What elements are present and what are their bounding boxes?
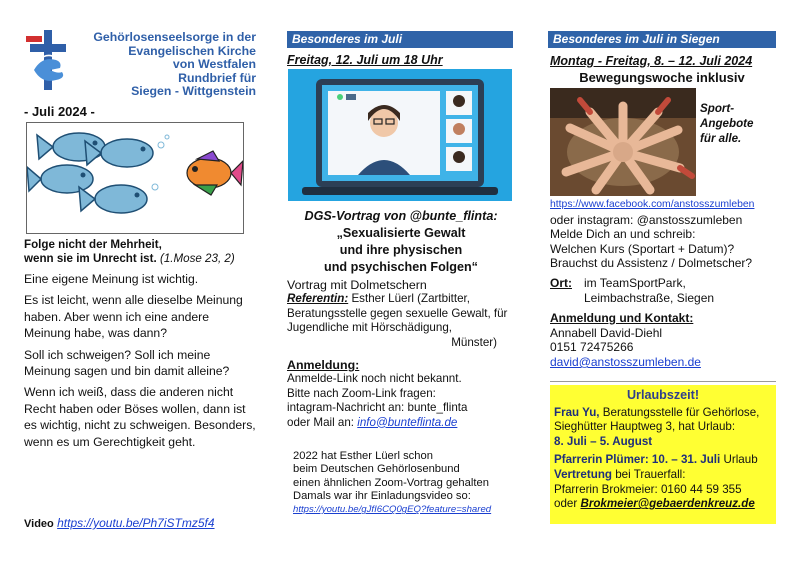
event-details bbox=[550, 196, 776, 370]
location-line: Leimbachstraße, Siegen bbox=[584, 290, 715, 305]
column-two bbox=[285, 0, 517, 566]
vacation-frau-yu bbox=[554, 406, 772, 435]
registration-mail-line bbox=[287, 416, 517, 430]
detail-line: oder instagram: @anstosszumleben bbox=[550, 212, 743, 227]
org-line: Evangelischen Kirche bbox=[128, 43, 256, 58]
talk-title bbox=[287, 208, 515, 276]
detail-line: Welchen Kurs (Sportart + Datum)? bbox=[550, 241, 735, 256]
contact-mail-link[interactable]: david@anstosszumleben.de bbox=[550, 354, 701, 369]
sport-line: Sport- bbox=[700, 102, 735, 115]
detail-line: Melde Dich an und schreib: bbox=[550, 227, 696, 242]
invitation-video-link[interactable]: https://youtu.be/gJfI6CQ0gEQ?feature=shared bbox=[293, 504, 492, 516]
speaker-city: Münster) bbox=[451, 335, 497, 349]
vacation-person: Frau Yu, bbox=[554, 405, 600, 419]
location bbox=[550, 276, 776, 305]
substitute-label: Vertretung bbox=[554, 467, 612, 481]
speaker-info bbox=[287, 292, 517, 335]
facebook-link[interactable]: https://www.facebook.com/anstosszumleben bbox=[550, 199, 755, 210]
vacation-text: Urlaub bbox=[723, 453, 758, 467]
fish-illustration bbox=[26, 122, 244, 234]
contact-phone: 0151 72475266 bbox=[550, 340, 634, 355]
section-header: Besonderes im Juli in Siegen bbox=[548, 31, 776, 48]
vacation-box bbox=[550, 385, 776, 524]
organization-name bbox=[78, 31, 256, 99]
registration-line: intagram-Nachricht an: bunte_flinta bbox=[287, 401, 468, 415]
mail-prefix: oder Mail an: bbox=[287, 415, 355, 429]
note-line: Damals war ihr Einladungsvideo so: bbox=[293, 489, 471, 502]
church-logo-icon bbox=[24, 30, 76, 94]
issue-date: - Juli 2024 - bbox=[24, 104, 95, 119]
reflection-text bbox=[24, 271, 256, 455]
video-label: Video bbox=[24, 518, 54, 530]
history-note bbox=[293, 450, 517, 516]
vacation-text: Beratungsstelle für Gehörlose, Sieghütter Hauptweg 3, hat Urlaub: bbox=[554, 405, 760, 434]
location-line: im TeamSportPark, bbox=[584, 275, 686, 290]
column-three bbox=[548, 0, 776, 566]
substitute-mail-line bbox=[554, 497, 772, 512]
talk-details bbox=[287, 278, 517, 430]
event-date: Montag - Freitag, 8. – 12. Juli 2024 bbox=[550, 54, 753, 68]
registration-line: Bitte nach Zoom-Link fragen: bbox=[287, 386, 436, 400]
location-value bbox=[584, 276, 714, 305]
title-line: und psychischen Folgen“ bbox=[324, 260, 478, 274]
title-line: DGS-Vortrag von @bunte_flinta: bbox=[304, 209, 498, 223]
note-line: 2022 hat Esther Lüerl schon bbox=[293, 450, 433, 462]
hands-circle-photo bbox=[550, 88, 696, 196]
title-line: und ihre physischen bbox=[339, 243, 463, 257]
paragraph: Eine eigene Meinung ist wichtig. bbox=[24, 272, 199, 286]
vacation-dates: 8. Juli – 5. August bbox=[554, 434, 653, 448]
title-line: „Sexualisierte Gewalt bbox=[336, 226, 466, 240]
paragraph: Es ist leicht, wenn alle dieselbe Meinung haben. Aber wenn ich eine andere Meinung habe, was dann? bbox=[24, 293, 243, 341]
registration-mail-link[interactable]: info@bunteflinta.de bbox=[357, 415, 458, 429]
note-line: einen ähnlichen Zoom-Vortrag gehalten bbox=[293, 476, 489, 489]
speaker-label: Referentin: bbox=[287, 292, 349, 306]
contact-heading: Anmeldung und Kontakt: bbox=[550, 311, 694, 326]
divider bbox=[550, 381, 776, 382]
substitute-mail-link[interactable]: Brokmeier@gebaerdenkreuz.de bbox=[580, 497, 755, 511]
contact-name: Annabell David-Diehl bbox=[550, 325, 663, 340]
event-date: Freitag, 12. Juli um 18 Uhr bbox=[287, 53, 443, 67]
note-line: beim Deutschen Gehörlosenbund bbox=[293, 463, 460, 476]
fish-school-image bbox=[27, 123, 243, 233]
registration-line: Anmelde-Link noch nicht bekannt. bbox=[287, 372, 462, 386]
detail-line: Brauchst du Assistenz / Dolmetscher? bbox=[550, 256, 753, 271]
vacation-person: Pfarrerin Plümer: 10. – 31. Juli bbox=[554, 453, 721, 467]
substitute-line bbox=[554, 468, 772, 483]
paragraph: Soll ich schweigen? Soll ich meine Meinung sagen und bin damit alleine? bbox=[24, 347, 230, 379]
org-line: von Westfalen bbox=[172, 57, 256, 72]
org-line: Gehörlosenseelsorge in der bbox=[93, 30, 256, 44]
video-link[interactable]: https://youtu.be/Ph7iSTmz5f4 bbox=[57, 516, 215, 530]
substitute-text: bei Trauerfall: bbox=[615, 467, 686, 481]
column-one bbox=[24, 0, 256, 566]
mail-prefix: oder bbox=[554, 497, 578, 511]
substitute-contact: Pfarrerin Brokmeier: 0160 44 59 355 bbox=[554, 482, 742, 496]
verse-reference: (1.Mose 23, 2) bbox=[159, 252, 235, 265]
location-label: Ort: bbox=[550, 275, 572, 290]
bible-verse bbox=[24, 238, 256, 266]
paragraph: Wenn ich weiß, dass die anderen nicht Recht haben oder Böses wollen, dann ist es wichtig, nicht zu schweigen. Besonders, wenn es um Gerechtigkeit geht. bbox=[24, 385, 256, 449]
org-line: Rundbrief für bbox=[178, 70, 256, 85]
verse-line: wenn sie im Unrecht ist. bbox=[24, 252, 157, 265]
speaker-text: Esther Lüerl (Zartbitter, Beratungsstelle gegen sexuelle Gewalt, für Jugendliche mit Hörschädigung, bbox=[287, 292, 508, 335]
sport-line: Angebote bbox=[700, 117, 754, 130]
sport-offer-note bbox=[700, 101, 776, 146]
vacation-title: Urlaubszeit! bbox=[626, 388, 700, 402]
interpreter-note: Vortrag mit Dolmetschern bbox=[287, 278, 427, 292]
verse-line: Folge nicht der Mehrheit, bbox=[24, 238, 162, 251]
registration-label: Anmeldung: bbox=[287, 358, 360, 373]
section-header: Besonderes im Juli bbox=[287, 31, 513, 48]
video-line bbox=[24, 516, 215, 530]
laptop-video-call-image bbox=[288, 69, 512, 201]
sport-line: für alle. bbox=[700, 132, 742, 145]
vacation-pfarrerin bbox=[554, 453, 772, 468]
event-title: Bewegungswoche inklusiv bbox=[579, 70, 745, 85]
org-line: Siegen - Wittgenstein bbox=[131, 84, 256, 99]
